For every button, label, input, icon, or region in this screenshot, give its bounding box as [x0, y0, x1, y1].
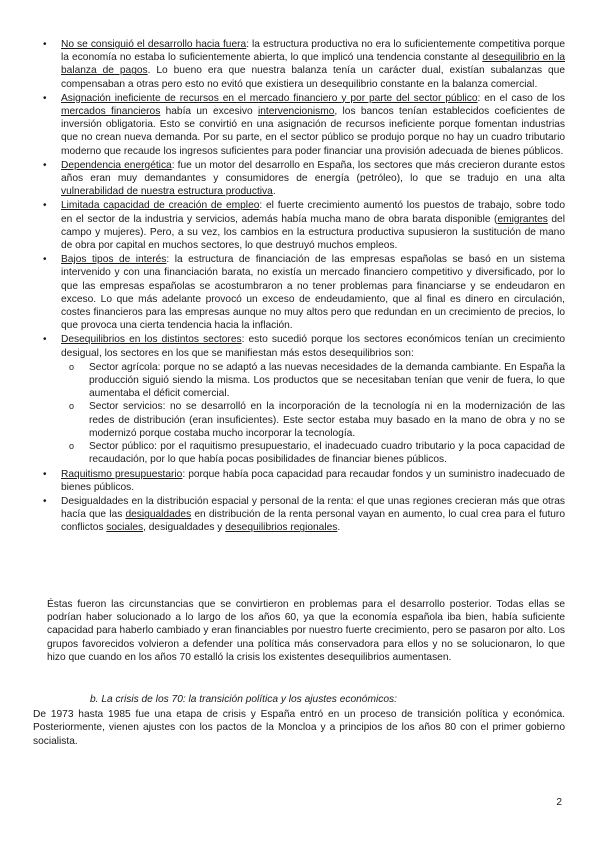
list-item: • Limitada capacidad de creación de empleo: el fuerte crecimiento aumentó los puestos de trabajo, sobre todo en el sector de la industria y servicios, además había mucha mano de obra barata disponible (emigrantes del campo y mujeres). Pero, a su vez, los cambios en la estructura productiva supusieron la sustitución de mano de obra por capital en muchos sectores, lo que destruyó muchos empleos.: [43, 200, 565, 252]
list-item: • Desigualdades en la distribución espacial y personal de la renta: el que unas regiones crecieran más que otras hacía que las desigualdades en distribución de la renta personal vayan en aumento, lo cual crea para el futuro conflictos sociales, desigualdades y desequilibrios regionales.: [43, 495, 565, 534]
bullet-icon: •: [43, 159, 47, 171]
bullet-icon: •: [43, 334, 47, 346]
sub-bullet-icon: o: [69, 441, 75, 452]
body-paragraph: De 1973 hasta 1985 fue una etapa de crisis y España entró en un proceso de transición política y económica. Posteriormente, vienen ajustes con los pactos de la Moncloa y a principios de los años 80 con el primer gobierno socialista.: [33, 709, 565, 747]
sub-list-item: o Sector servicios: no se desarrolló en la incorporación de la tecnología ni en la modernización de las redes de distribución (eran insuficientes). Este sector estaba muy basado en la mano de obra y no se modernizó porque costaba mucho incorporar la tecnología.: [69, 401, 565, 439]
sub-bullet-icon: o: [69, 361, 75, 372]
sub-list-item: o Sector agrícola: porque no se adaptó a las nuevas necesidades de la demanda cambiante. En España la producción siguió siendo la misma. Los productos que se necesitaban tenían que venir de fuera, lo que aumentaba el déficit comercial.: [69, 361, 565, 400]
body-paragraph: Éstas fueron las circunstancias que se convirtieron en problemas para el desarrollo posterior. Todas ellas se podrían haber solucionado a lo largo de los años 60, ya que la economía española iba bien, había suficiente capacidad para haberlo cambiado y eran financiables por nuestro fuerte crecimiento, pero se pasaron por alto. Los grupos favorecidos volvieron a defender una política más conservadora para ellos y no se solucionaron, lo que hizo que cuando en los años 70 estalló la crisis los existentes desequilibrios aumentasen.: [47, 599, 565, 663]
list-item: • Asignación ineficiente de recursos en el mercado financiero y por parte del sector público: en el caso de los mercados financieros había un excesivo intervencionismo, los bancos tenían establecidos coeficientes de inversión obligatoria. Esto se convirtió en una asignación de recursos ineficiente porque fomentan industrias que no crean nueva demanda. Por su parte, en el sector público se produjo porque no hay un cuadro tributario moderno que recaude los ingresos suficientes para poder financiar una provisión adecuada de bienes públicos.: [43, 92, 565, 157]
list-item: • Raquitismo presupuestario: porque había poca capacidad para recaudar fondos y un suministro inadecuado de bienes públicos.: [43, 468, 566, 493]
bullet-icon: •: [43, 39, 47, 50]
list-item: • Desequilibrios en los distintos sectores: esto sucedió porque los sectores económicos tenían un crecimiento desigual, los sectores en los que se manifiestan más estos desequilibrios son: o Sector agrícola: porque no se adaptó a las nuevas necesidades de la demanda cambiante. En España la producción siguió siendo la misma. Los productos que se necesitaban tenían que venir de fuera, lo que aumentaba el déficit comercial. o Sector servicios: no se desarrolló en la incorporación de la tecnología ni en la modernización de las redes de distribución (eran insuficientes). Este sector estaba muy basado en la mano de obra y no se modernizó porque costaba mucho incorporar la tecnología. o Sector público: por el raquitismo presupuestario, el inadecuado cuadro tributario y la poca capacidad de recaudación, por lo que había pocas posibilidades de financiar bienes públicos.: [43, 334, 565, 466]
bullet-icon: •: [43, 254, 47, 266]
sub-bullet-icon: o: [69, 401, 75, 412]
list-item: • Dependencia energética: fue un motor del desarrollo en España, los sectores que más crecieron durante estos años eran muy demandantes y consumidores de energía (petróleo), lo que se tradujo en una alta vulnerabilidad de nuestra estructura productiva.: [43, 159, 565, 198]
sub-list: [61, 361, 565, 467]
bullet-icon: •: [43, 200, 47, 212]
page-number: 2: [556, 797, 562, 808]
list-item: • No se consiguió el desarrollo hacia fuera: la estructura productiva no era lo suficientemente competitiva porque la economía no estaba lo suficientemente abierta, lo que implicó una tendencia constante al desequilibrio en la balanza de pagos. Lo bueno era que nuestra balanza tenía un carácter dual, existían subalanzas que compensaban a otras pero esto no evitó que existiera un desequilibrio constante en la balanza comercial.: [43, 39, 566, 90]
sub-list-item: o Sector público: por el raquitismo presupuestario, el inadecuado cuadro tributario y la poca capacidad de recaudación, por lo que había pocas posibilidades de financiar bienes públicos.: [69, 441, 565, 466]
section-heading: b. La crisis de los 70: la transición política y los ajustes económicos:: [90, 694, 397, 705]
bullet-icon: •: [43, 92, 47, 104]
list-item: • Bajos tipos de interés: la estructura de financiación de las empresas españolas se basó en un sistema intervenido y con una financiación barata, no existía un mercado financiero competitivo y diversificado, por lo que las empresas españolas se acostumbraron a no tener problemas para financiarse y se endeudaron en exceso. Lo que más adelante provocó un exceso de endeudamiento, que al final es dinero en circulación, costes financieros para las empresas aunque no muy altos pero que redundan en un crecimiento de precios, lo que provoca una cierta tendencia hacia la inflación.: [43, 254, 565, 332]
bullet-list: [39, 38, 565, 536]
bullet-icon: •: [43, 495, 47, 507]
bullet-icon: •: [43, 468, 47, 480]
